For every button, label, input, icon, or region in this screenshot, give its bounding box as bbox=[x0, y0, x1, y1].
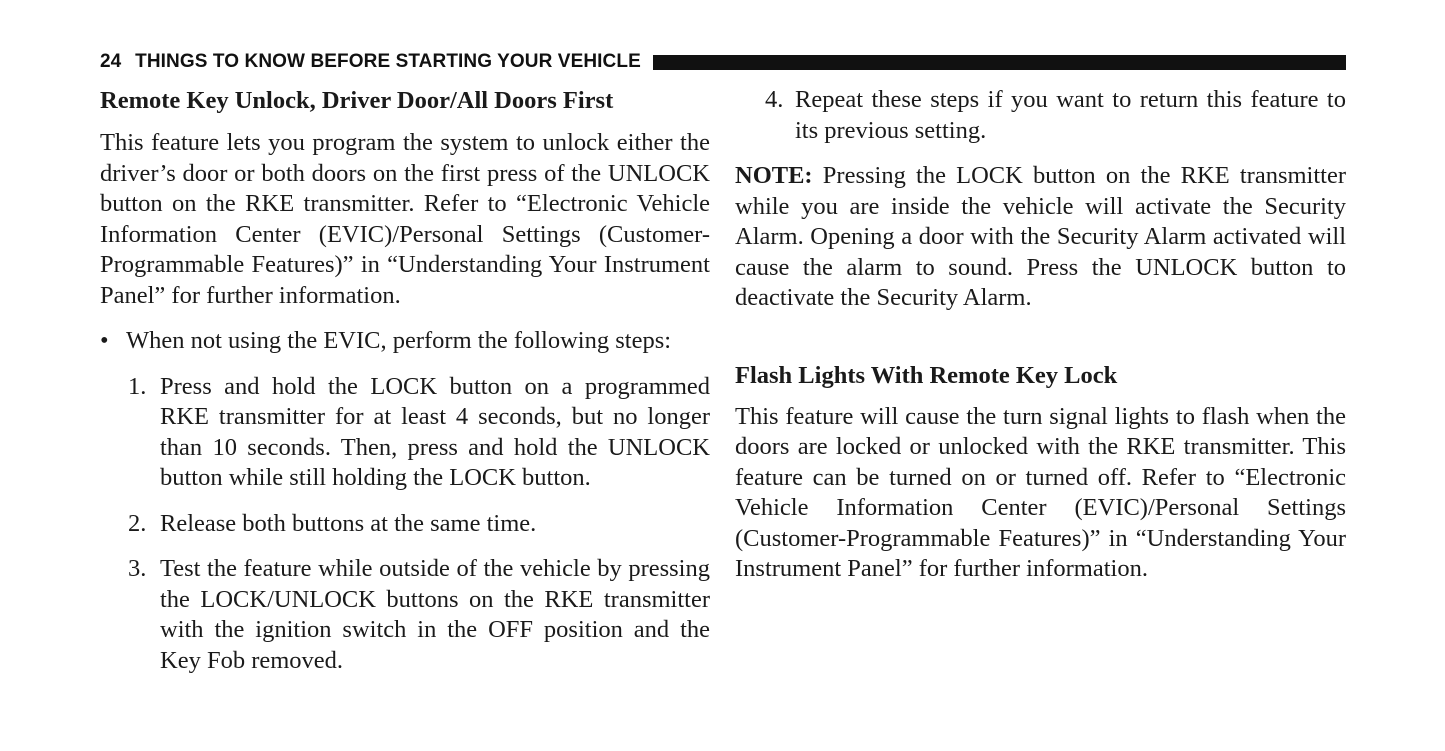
step-text: Test the feature while outside of the vehicle by pressing the LOCK/UNLOCK buttons on the RKE transmitter with the ignition switch in the OFF position and the Key Fob removed. bbox=[160, 555, 710, 674]
step-2 bbox=[100, 509, 710, 540]
remote-key-unlock-heading: Remote Key Unlock, Driver Door/All Doors First bbox=[100, 87, 614, 114]
right-column bbox=[735, 84, 1346, 585]
left-column bbox=[100, 84, 710, 676]
section-title: THINGS TO KNOW BEFORE STARTING YOUR VEHICLE bbox=[135, 51, 641, 72]
step-text: Release both buttons at the same time. bbox=[160, 509, 537, 537]
step-4 bbox=[735, 85, 1346, 146]
note-label: NOTE: bbox=[735, 162, 813, 189]
bullet-text: When not using the EVIC, perform the following steps: bbox=[126, 327, 672, 354]
security-alarm-note bbox=[735, 161, 1346, 314]
header-rule bbox=[653, 55, 1346, 70]
bullet-mark: • bbox=[100, 327, 109, 354]
flash-lights-heading: Flash Lights With Remote Key Lock bbox=[735, 361, 1118, 389]
step-1 bbox=[100, 372, 710, 494]
step-3 bbox=[100, 554, 710, 676]
running-header bbox=[100, 50, 1346, 74]
note-text: Pressing the LOCK button on the RKE transmitter while you are inside the vehicle will activate the Security Alarm. Opening a door with the Security Alarm activated will cause the alarm to sound. Press the UNLOCK button to deactivate the Security Alarm. bbox=[735, 162, 1346, 311]
flash-lights-body: This feature will cause the turn signal lights to flash when the doors are locked or unlocked with the RKE transmitter. This feature can be turned on or turned off. Refer to “Electronic Vehicle Information Center (EVIC)/Personal Settings (Customer-Programmable Features)” in “Understanding Your Instrument Panel” for further information. bbox=[735, 402, 1346, 582]
page-number: 24 bbox=[100, 51, 122, 72]
step-text: Repeat these steps if you want to return this feature to its previous setting. bbox=[795, 86, 1346, 144]
step-number: 3. bbox=[128, 555, 147, 582]
bullet-item bbox=[100, 326, 710, 357]
step-number: 2. bbox=[128, 509, 147, 537]
remote-key-unlock-intro: This feature lets you program the system to unlock either the driver’s door or both doors on the first press of the UNLOCK button on the RKE transmitter. Refer to “Electronic Vehicle Information Center (EVIC)/Personal Settings (Customer-Programmable Features)” in “Understanding Your Instrument Panel” for further information. bbox=[100, 129, 710, 309]
step-number: 4. bbox=[765, 86, 784, 113]
step-text: Press and hold the LOCK button on a programmed RKE transmitter for at least 4 seconds, but no longer than 10 seconds. Then, press and hold the UNLOCK button while still holding the LOCK button. bbox=[160, 372, 710, 491]
step-number: 1. bbox=[128, 372, 147, 400]
